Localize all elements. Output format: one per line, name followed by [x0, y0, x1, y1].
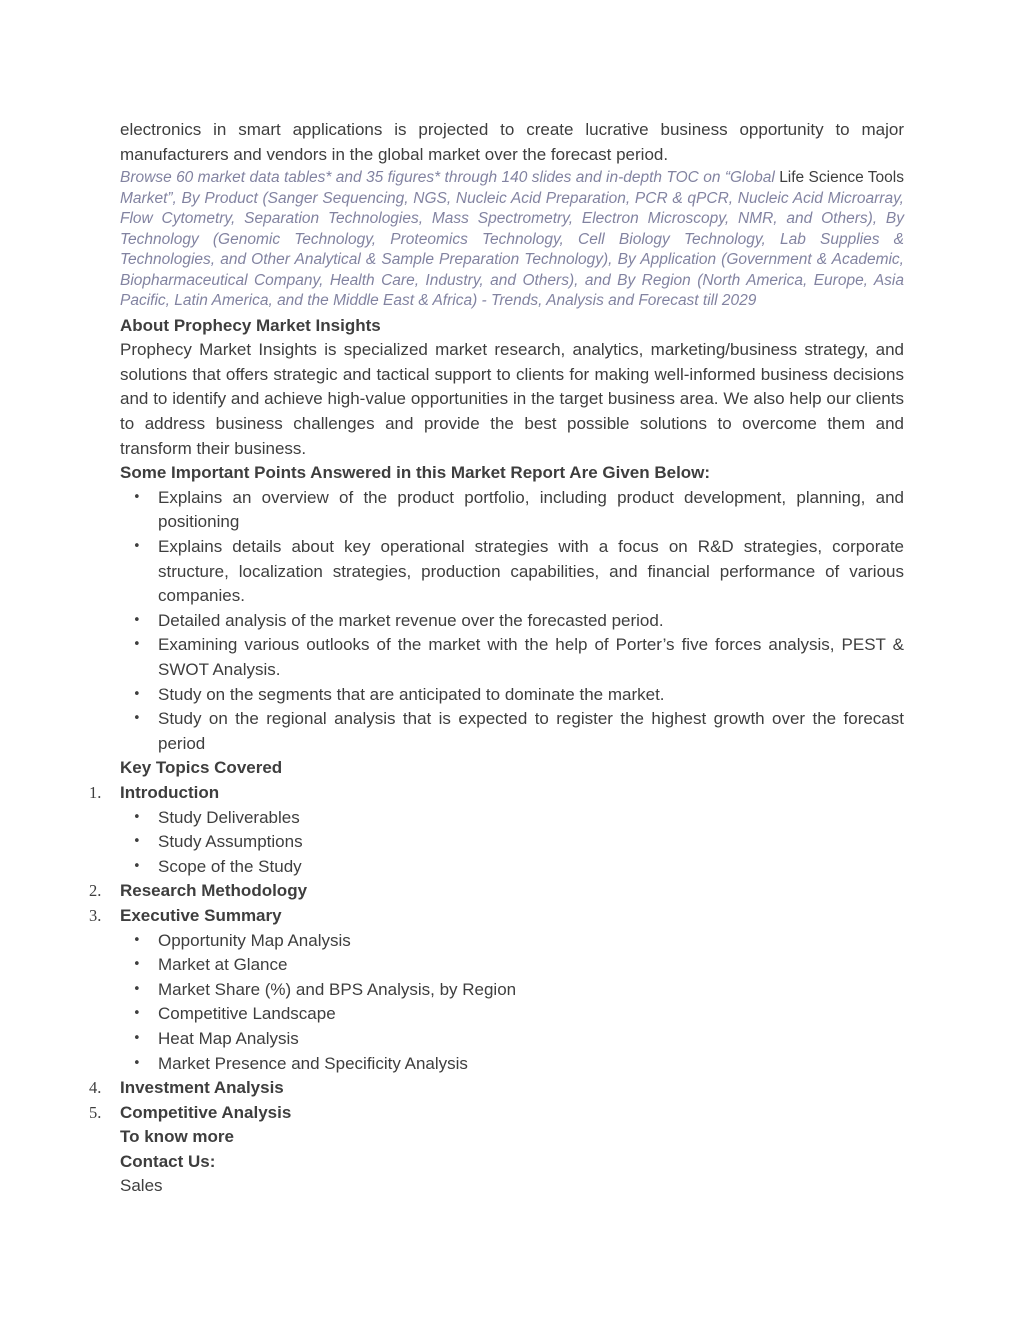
key-topics-heading: Key Topics Covered [120, 758, 283, 778]
scope-italic-tail: Market”, By Product (Sanger Sequencing, NGS, Nucleic Acid Preparation, PCR & qPCR, Nucleic Acid Microarray, Flow Cytometry, Separation Technologies, Mass Spectrometry, Electron Microscopy, NMR, and Others), By Technology (Genomic Technology, Proteomics Technology, Cell Biology Technology, Lab Supplies & Technologies, and Other Analytical & Sample Preparation Technology), By Application (Government & Academic, Biopharmaceutical Company, Health Care, Industry, and Others), and By Region (North America, Europe, Asia Pacific, Latin America, and the Middle East & Africa) - Trends, Analysis and Forecast till 2029 [120, 189, 904, 310]
toc-sublist-executive-summary [120, 929, 904, 1077]
list-item [120, 1052, 904, 1077]
list-item [120, 929, 904, 954]
about-paragraph: Prophecy Market Insights is specialized market research, analytics, marketing/business strategy, and solutions that offers strategic and tactical support to clients for making well-informed business decisions and to identify and achieve high-value opportunities in the target business area. We also help our clients to address business challenges and provide the best possible solutions to overcome them and transform their business. [120, 340, 904, 458]
document-page [89, 118, 904, 1199]
list-item [120, 1002, 904, 1027]
point-text: Study on the segments that are anticipated to dominate the market. [158, 684, 665, 704]
toc-number: 5. [89, 1102, 102, 1122]
toc-item-investment-analysis [89, 1076, 904, 1101]
list-item [120, 978, 904, 1003]
list-item [120, 953, 904, 978]
bullet-icon: • [133, 981, 141, 997]
bullet-icon: • [133, 932, 141, 948]
bullet-icon: • [133, 1055, 141, 1071]
list-item [120, 633, 904, 682]
report-scope-paragraph [120, 168, 904, 312]
list-item [120, 830, 904, 855]
intro-paragraph: electronics in smart applications is projected to create lucrative business opportunity to major manufacturers and vendors in the global market over the forecast period. [120, 120, 904, 164]
bullet-icon: • [133, 1006, 141, 1022]
toc-sub-item: Opportunity Map Analysis [158, 930, 351, 950]
point-text: Explains details about key operational strategies with a focus on R&D strategies, corporate structure, localization strategies, production capabilities, and financial performance of various companies. [158, 537, 904, 606]
toc-number: 2. [89, 881, 102, 901]
list-item [120, 707, 904, 756]
toc-sub-item: Scope of the Study [158, 856, 302, 876]
bullet-icon: • [133, 858, 141, 874]
bullet-icon: • [133, 711, 141, 727]
toc-number: 3. [89, 905, 102, 925]
point-text: Examining various outlooks of the market with the help of Porter’s five forces analysis, PEST & SWOT Analysis. [158, 635, 904, 679]
toc-sublist-introduction [120, 806, 904, 880]
point-text: Detailed analysis of the market revenue over the forecasted period. [158, 610, 664, 630]
bullet-icon: • [133, 809, 141, 825]
toc-sub-item: Heat Map Analysis [158, 1028, 299, 1048]
scope-italic-lead: Browse 60 market data tables* and 35 figures* through 140 slides and in-depth TOC on “Global [120, 169, 780, 187]
toc-item-research-methodology [89, 879, 904, 904]
list-item [120, 609, 904, 634]
toc-sub-item: Market Share (%) and BPS Analysis, by Region [158, 979, 517, 999]
point-text: Explains an overview of the product portfolio, including product development, planning, and positioning [158, 487, 904, 532]
about-heading: About Prophecy Market Insights [120, 315, 381, 335]
toc-label: Investment Analysis [120, 1078, 284, 1098]
toc-label: Executive Summary [120, 905, 282, 925]
important-points-list [120, 486, 904, 757]
list-item [120, 806, 904, 831]
contact-us-line: Contact Us: [120, 1151, 216, 1171]
toc-item-executive-summary [89, 904, 904, 929]
list-item [120, 535, 904, 609]
bullet-icon: • [133, 612, 141, 628]
bullet-icon: • [133, 957, 141, 973]
list-item [120, 486, 904, 535]
toc-sub-item: Market Presence and Specificity Analysis [158, 1053, 468, 1073]
toc-sub-item: Study Deliverables [158, 807, 300, 827]
sales-line: Sales [120, 1176, 163, 1196]
toc-item-introduction [89, 781, 904, 806]
list-item [120, 855, 904, 880]
scope-market-name: Life Science Tools [779, 169, 904, 187]
toc-number: 4. [89, 1078, 102, 1098]
toc-label: Competitive Analysis [120, 1102, 292, 1122]
toc-label: Research Methodology [120, 881, 308, 901]
point-text: Study on the regional analysis that is expected to register the highest growth over the forecast period [158, 709, 904, 753]
important-points-heading: Some Important Points Answered in this Market Report Are Given Below: [120, 463, 711, 483]
bullet-icon: • [133, 686, 141, 702]
bullet-icon: • [133, 637, 141, 653]
toc-number: 1. [89, 782, 102, 802]
bullet-icon: • [133, 1030, 141, 1046]
toc-sub-item: Market at Glance [158, 955, 288, 975]
bullet-icon: • [133, 539, 141, 555]
list-item [120, 1027, 904, 1052]
toc-label: Introduction [120, 782, 220, 802]
toc-sub-item: Competitive Landscape [158, 1004, 336, 1024]
bullet-icon: • [133, 834, 141, 850]
bullet-icon: • [133, 489, 141, 505]
list-item [120, 683, 904, 708]
to-know-more-line: To know more [120, 1127, 234, 1147]
toc-item-competitive-analysis [89, 1101, 904, 1126]
toc-sub-item: Study Assumptions [158, 832, 303, 852]
